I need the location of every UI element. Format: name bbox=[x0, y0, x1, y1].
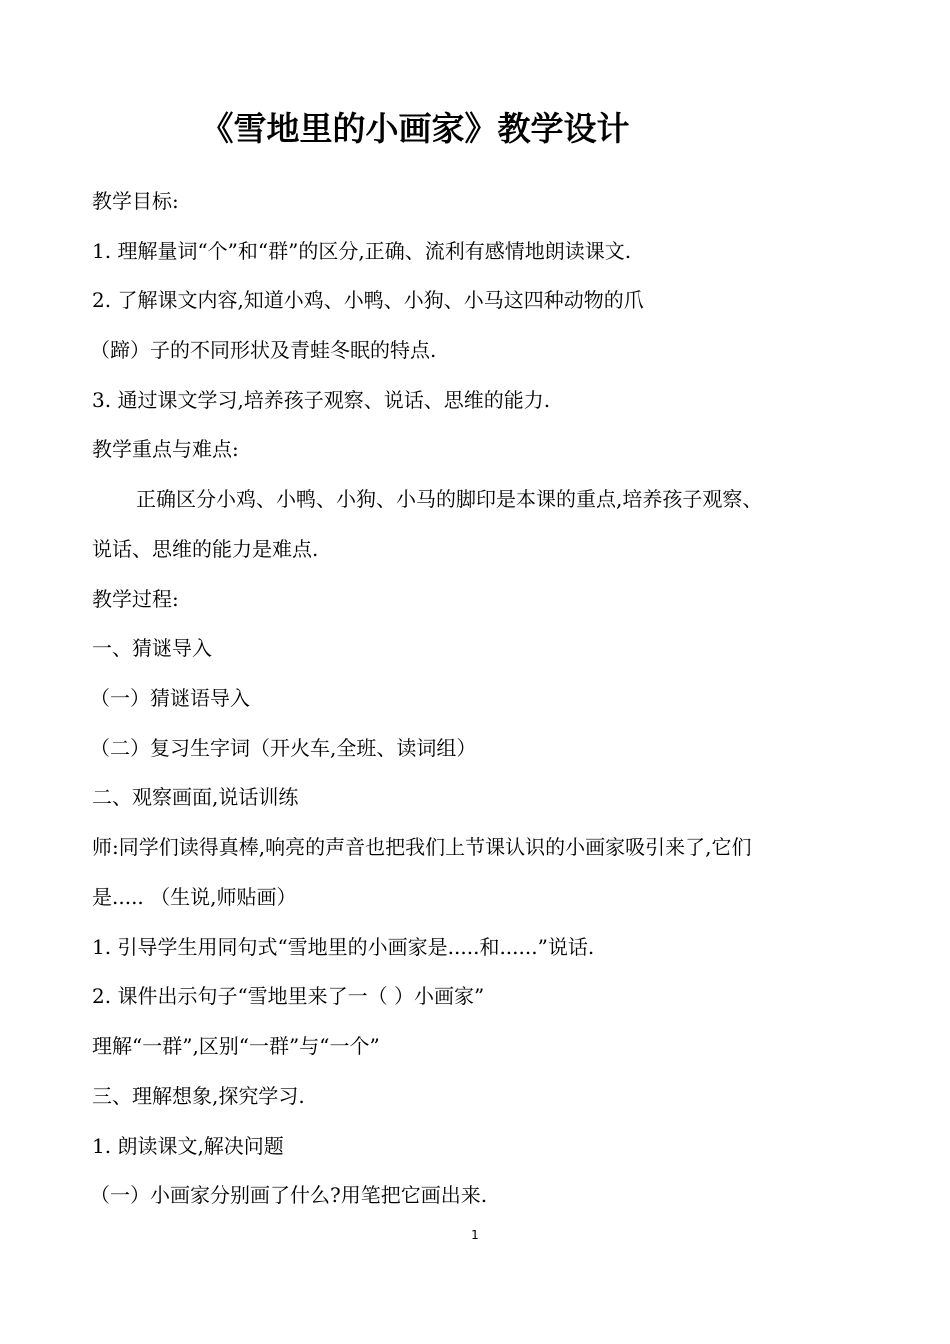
heading-teaching-goals: 教学目标: bbox=[92, 189, 179, 213]
document-title: 《雪地里的小画家》教学设计 bbox=[200, 109, 630, 148]
goal-1: 1. 理解量词“个”和“群”的区分,正确、流利有感情地朗读课文. bbox=[92, 239, 632, 263]
section-1-item-2: （二）复习生字词（开火车,全班、读词组） bbox=[90, 736, 477, 760]
goal-3: 3. 通过课文学习,培养孩子观察、说话、思维的能力. bbox=[92, 388, 551, 412]
section-1-heading: 一、猜谜导入 bbox=[92, 636, 212, 660]
section-2-item-2: 2. 课件出示句子“雪地里来了一（ ）小画家” bbox=[92, 984, 485, 1008]
section-2-item-1: 1. 引导学生用同句式“雪地里的小画家是.....和......”说话. bbox=[92, 935, 595, 959]
key-points-paragraph: 正确区分小鸡、小鸭、小狗、小马的脚印是本课的重点,培养孩子观察、 bbox=[136, 487, 763, 511]
goal-2: 2. 了解课文内容,知道小鸡、小鸭、小狗、小马这四种动物的爪 bbox=[92, 288, 644, 312]
heading-teaching-process: 教学过程: bbox=[92, 587, 179, 611]
goal-2-continued: （蹄）子的不同形状及青蛙冬眠的特点. bbox=[90, 338, 437, 362]
section-3-item-1: 1. 朗读课文,解决问题 bbox=[92, 1134, 284, 1158]
heading-key-points: 教学重点与难点: bbox=[92, 437, 239, 461]
section-2-heading: 二、观察画面,说话训练 bbox=[92, 785, 299, 809]
section-1-item-1: （一）猜谜语导入 bbox=[90, 686, 250, 710]
teacher-line: 师:同学们读得真棒,响亮的声音也把我们上节课认识的小画家吸引来了,它们 bbox=[92, 835, 752, 859]
page-number: 1 bbox=[471, 1228, 479, 1242]
teacher-line-continued: 是..... （生说,师贴画） bbox=[92, 885, 297, 909]
section-2-note: 理解“一群”,区别“一群”与“一个” bbox=[92, 1034, 380, 1058]
section-3-subitem-1: （一）小画家分别画了什么?用笔把它画出来. bbox=[90, 1183, 488, 1207]
section-3-heading: 三、理解想象,探究学习. bbox=[92, 1084, 305, 1108]
key-points-continued: 说话、思维的能力是难点. bbox=[92, 537, 319, 561]
